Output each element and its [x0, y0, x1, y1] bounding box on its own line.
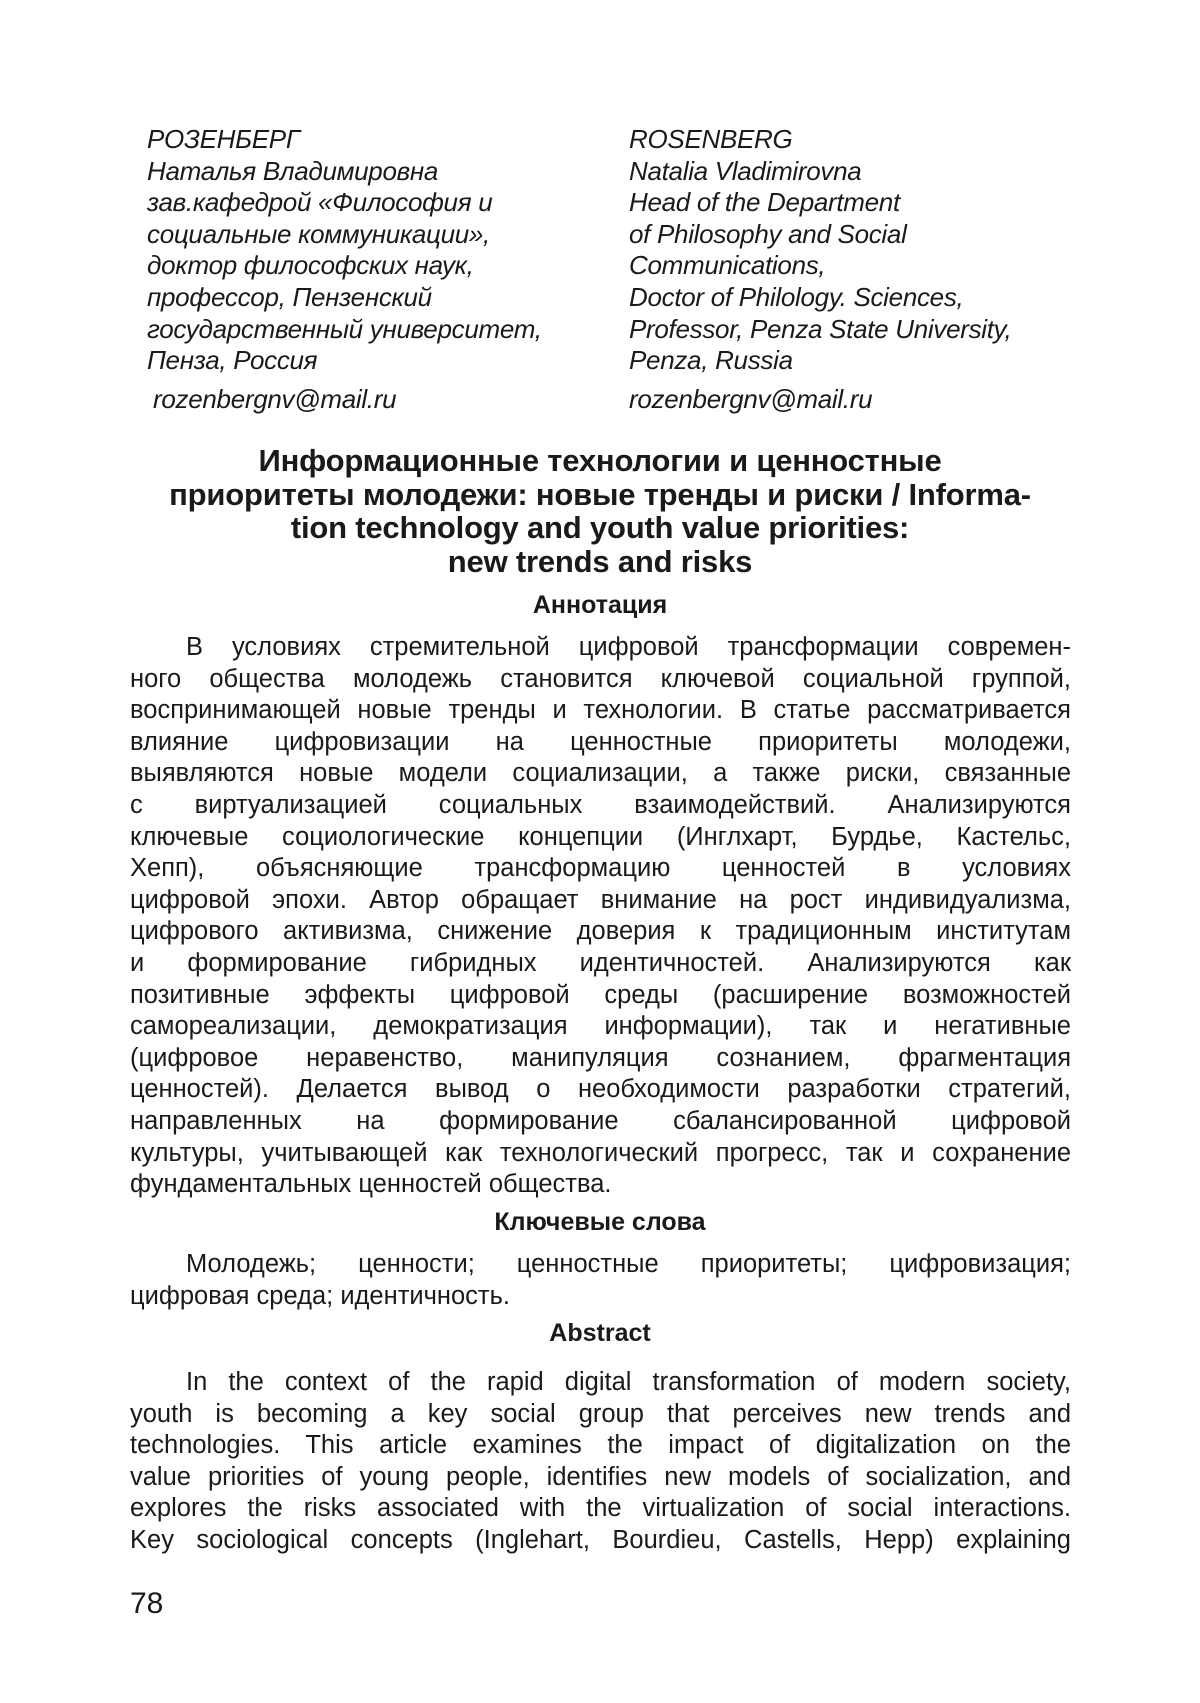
keywords-heading: Ключевые слова: [120, 1208, 1080, 1237]
author-ru-given-names: Наталья Владимировна: [147, 156, 542, 188]
author-info-russian: [147, 124, 542, 377]
page-number: 78: [130, 1587, 163, 1621]
annotation-line: (цифровое неравенство, манипуляция сознанием, фрагментация: [130, 1043, 1071, 1075]
keywords-line: цифровая среда; идентичность.: [130, 1281, 1071, 1313]
annotation-line: ключевые социологические концепции (Инглхарт, Бурдье, Кастельс,: [130, 822, 1071, 854]
author-en-position-line: Communications,: [629, 250, 1011, 282]
title-line: Информационные технологии и ценностные: [120, 444, 1080, 478]
annotation-line: В условиях стремительной цифровой трансформации современ-: [130, 632, 1071, 664]
annotation-text: [130, 632, 1071, 1201]
abstract-heading: Abstract: [120, 1319, 1080, 1348]
author-ru-position-line: социальные коммуникации»,: [147, 219, 542, 251]
author-en-degree-line: Doctor of Philology. Sciences,: [629, 282, 1011, 314]
author-ru-affiliation-line: государственный университет,: [147, 314, 542, 346]
title-line: приоритеты молодежи: новые тренды и риски / Informa-: [120, 478, 1080, 512]
keywords-text: [130, 1249, 1071, 1312]
annotation-line: цифрового активизма, снижение доверия к традиционным институтам: [130, 916, 1071, 948]
annotation-line: культуры, учитывающей как технологический прогресс, так и сохранение: [130, 1138, 1071, 1170]
annotation-line: ценностей). Делается вывод о необходимости разработки стратегий,: [130, 1074, 1071, 1106]
abstract-line: explores the risks associated with the virtualization of social interactions.: [130, 1493, 1071, 1525]
annotation-line: и формирование гибридных идентичностей. Анализируются как: [130, 948, 1071, 980]
abstract-line: In the context of the rapid digital transformation of modern society,: [130, 1367, 1071, 1399]
author-ru-position-line: зав.кафедрой «Философия и: [147, 187, 542, 219]
annotation-line: воспринимающей новые тренды и технологии. В статье рассматривается: [130, 695, 1071, 727]
author-ru-surname: РОЗЕНБЕРГ: [147, 124, 542, 156]
annotation-line: фундаментальных ценностей общества.: [130, 1169, 1071, 1201]
annotation-line: направленных на формирование сбалансированной цифровой: [130, 1106, 1071, 1138]
annotation-line: с виртуализацией социальных взаимодействий. Анализируются: [130, 790, 1071, 822]
annotation-line: влияние цифровизации на ценностные приоритеты молодежи,: [130, 727, 1071, 759]
annotation-line: самореализации, демократизация информации), так и негативные: [130, 1011, 1071, 1043]
annotation-heading: Аннотация: [120, 591, 1080, 620]
author-email-english: rozenbergnv@mail.ru: [629, 384, 872, 415]
author-en-given-names: Natalia Vladimirovna: [629, 156, 1011, 188]
author-en-surname: ROSENBERG: [629, 124, 1011, 156]
annotation-line: выявляются новые модели социализации, а также риски, связанные: [130, 758, 1071, 790]
annotation-line: цифровой эпохи. Автор обращает внимание на рост индивидуализма,: [130, 885, 1071, 917]
author-ru-degree-line: доктор философских наук,: [147, 250, 542, 282]
title-line: tion technology and youth value priorities:: [120, 511, 1080, 545]
author-en-position-line: Head of the Department: [629, 187, 1011, 219]
abstract-text: [130, 1367, 1071, 1557]
author-info-english: [629, 124, 1011, 377]
author-en-position-line: of Philosophy and Social: [629, 219, 1011, 251]
abstract-line: youth is becoming a key social group that perceives new trends and: [130, 1399, 1071, 1431]
author-ru-affiliation-line: профессор, Пензенский: [147, 282, 542, 314]
author-ru-location: Пенза, Россия: [147, 345, 542, 377]
annotation-line: позитивные эффекты цифровой среды (расширение возможностей: [130, 980, 1071, 1012]
author-en-affiliation-line: Professor, Penza State University,: [629, 314, 1011, 346]
abstract-line: value priorities of young people, identifies new models of socialization, and: [130, 1462, 1071, 1494]
abstract-line: technologies. This article examines the impact of digitalization on the: [130, 1430, 1071, 1462]
author-en-location: Penza, Russia: [629, 345, 1011, 377]
title-line: new trends and risks: [120, 545, 1080, 579]
keywords-line: Молодежь; ценности; ценностные приоритеты; цифровизация;: [130, 1249, 1071, 1281]
author-email-russian: rozenbergnv@mail.ru: [153, 384, 396, 415]
article-title: [120, 444, 1080, 578]
abstract-line: Key sociological concepts (Inglehart, Bourdieu, Castells, Hepp) explaining: [130, 1525, 1071, 1557]
annotation-line: ного общества молодежь становится ключевой социальной группой,: [130, 664, 1071, 696]
annotation-line: Хепп), объясняющие трансформацию ценностей в условиях: [130, 853, 1071, 885]
